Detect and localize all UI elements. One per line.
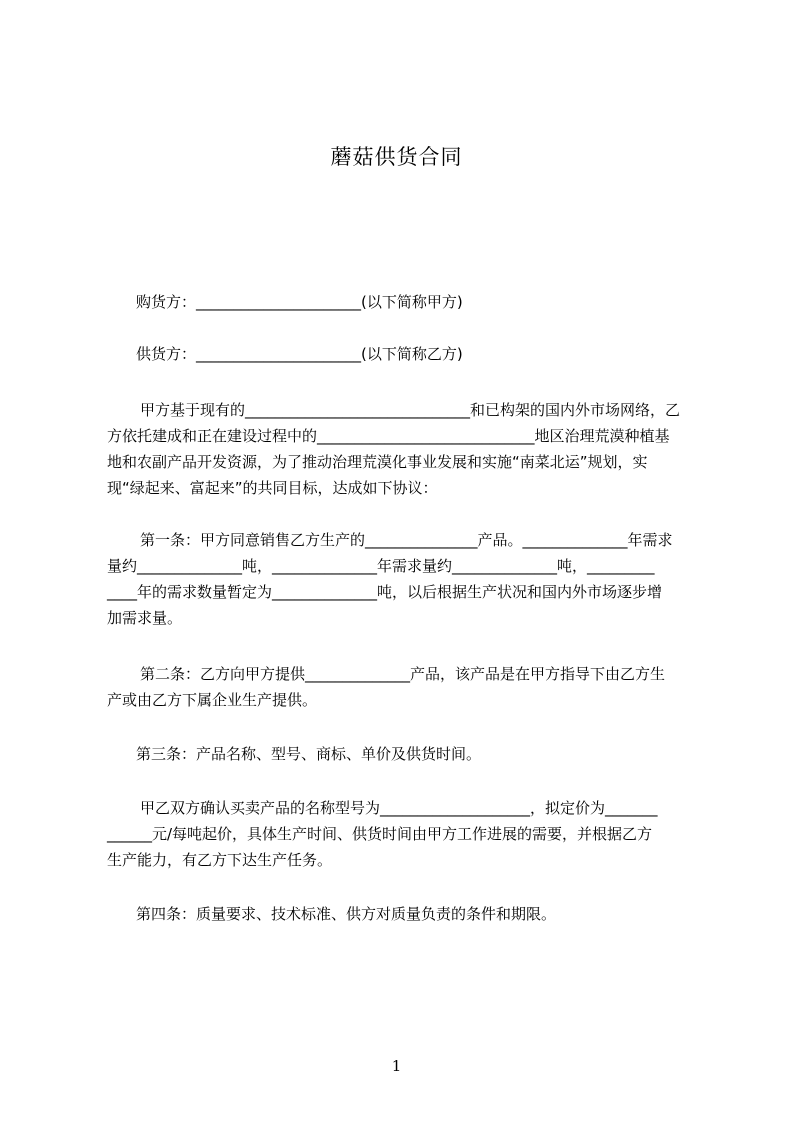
article3-body-line: 甲乙双方确认买卖产品的名称型号为____________________，拟定价为_______: [140, 799, 658, 817]
intro-line: 方依托建成和正在建设过程中的_____________________________地区治理荒漠种植基: [107, 427, 670, 445]
article1-line: 加需求量。: [107, 609, 183, 627]
supplier-line: 供货方：______________________(以下简称乙方): [136, 345, 463, 363]
intro-line: 现“绿起来、富起来”的共同目标，达成如下协议：: [107, 479, 438, 497]
intro-line: 地和农副产品开发资源，为了推动治理荒漠化事业发展和实施“南菜北运”规划，实: [107, 453, 648, 471]
intro-line: 甲方基于现有的______________________________和已构架的国内外市场网络，乙: [140, 401, 681, 419]
article4-heading: 第四条：质量要求、技术标准、供方对质量负责的条件和期限。: [136, 905, 557, 923]
article3-body-line: 生产能力，有乙方下达生产任务。: [107, 851, 333, 869]
article3-heading: 第三条：产品名称、型号、商标、单价及供货时间。: [136, 745, 482, 763]
article2-line: 第二条：乙方向甲方提供______________产品，该产品是在甲方指导下由乙方生: [140, 665, 666, 683]
contract-title: 蘑菇供货合同: [330, 145, 463, 169]
page-number: 1: [391, 1057, 402, 1075]
article1-line: ____年的需求数量暂定为______________吨，以后根据生产状况和国内外市场逐步增: [107, 583, 663, 601]
article2-line: 产或由乙方下属企业生产提供。: [107, 691, 318, 709]
article1-line: 第一条：甲方同意销售乙方生产的_______________产品。______________年需求: [140, 531, 673, 549]
buyer-line: 购货方：______________________(以下简称甲方): [136, 293, 463, 311]
article1-line: 量约______________吨，______________年需求量约______________吨，_________: [107, 557, 655, 575]
article3-body-line: ______元/每吨起价，具体生产时间、供货时间由甲方工作进展的需要，并根据乙方: [107, 825, 653, 843]
